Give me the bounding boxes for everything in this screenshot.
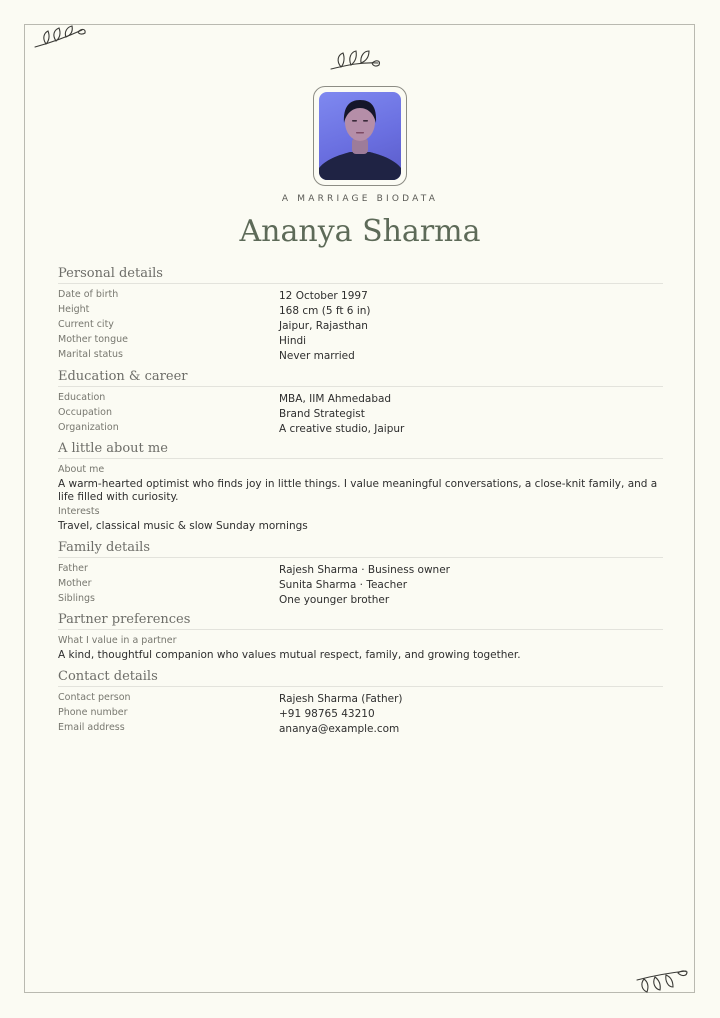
detail-row	[58, 692, 663, 707]
detail-row	[58, 563, 663, 578]
detail-row	[58, 422, 663, 437]
candidate-name: Ananya Sharma	[239, 214, 481, 249]
detail-label: Education	[58, 392, 106, 403]
detail-row	[58, 407, 663, 422]
leaf-ornament-icon	[328, 44, 382, 74]
detail-row	[58, 319, 663, 334]
detail-label: Father	[58, 563, 88, 574]
detail-value: +91 98765 43210	[279, 708, 375, 720]
interests-text: Travel, classical music & slow Sunday mornings	[58, 520, 308, 532]
detail-value: Jaipur, Rajasthan	[279, 320, 368, 332]
detail-value: MBA, IIM Ahmedabad	[279, 393, 392, 405]
about-text: A warm-hearted optimist who finds joy in little things. I value meaningful conversations, a close-knit family, and a life filled with curiosity.	[58, 478, 658, 503]
detail-label: Date of birth	[58, 289, 119, 300]
detail-row	[58, 334, 663, 349]
detail-row	[58, 304, 663, 319]
detail-value: 12 October 1997	[279, 290, 368, 302]
profile-photo	[319, 92, 401, 180]
section-title-about: A little about me	[58, 441, 663, 459]
detail-label: Phone number	[58, 707, 128, 718]
detail-label: Marital status	[58, 349, 123, 360]
detail-label: Email address	[58, 722, 125, 733]
about-label: About me	[58, 464, 105, 475]
partner-label: What I value in a partner	[58, 635, 177, 646]
detail-label: Siblings	[58, 593, 95, 604]
detail-row	[58, 349, 663, 364]
detail-row	[58, 707, 663, 722]
detail-label: Organization	[58, 422, 119, 433]
leaf-ornament-icon	[634, 966, 690, 994]
document-eyebrow: A MARRIAGE BIODATA	[281, 194, 439, 204]
section-title-contact: Contact details	[58, 669, 663, 687]
detail-label: Current city	[58, 319, 114, 330]
section-title-personal: Personal details	[58, 266, 663, 284]
section-title-partner: Partner preferences	[58, 612, 663, 630]
detail-value: ananya@example.com	[279, 723, 400, 735]
detail-row	[58, 578, 663, 593]
detail-value: Hindi	[279, 335, 307, 347]
detail-row	[58, 593, 663, 608]
detail-label: Height	[58, 304, 90, 315]
detail-value: Brand Strategist	[279, 408, 365, 420]
detail-row	[58, 722, 663, 737]
detail-label: Mother	[58, 578, 92, 589]
detail-value: Never married	[279, 350, 355, 362]
detail-label: Contact person	[58, 692, 131, 703]
detail-label: Mother tongue	[58, 334, 128, 345]
section-title-family: Family details	[58, 540, 663, 558]
detail-value: Rajesh Sharma (Father)	[279, 693, 403, 705]
section-title-education: Education & career	[58, 369, 663, 387]
detail-value: Sunita Sharma · Teacher	[279, 579, 408, 591]
detail-value: One younger brother	[279, 594, 390, 606]
detail-row	[58, 392, 663, 407]
leaf-ornament-icon	[32, 24, 88, 50]
profile-photo-frame	[313, 86, 407, 186]
detail-row	[58, 289, 663, 304]
detail-value: A creative studio, Jaipur	[279, 423, 405, 435]
detail-label: Occupation	[58, 407, 112, 418]
detail-value: Rajesh Sharma · Business owner	[279, 564, 450, 576]
partner-text: A kind, thoughtful companion who values mutual respect, family, and growing together.	[58, 649, 521, 661]
detail-value: 168 cm (5 ft 6 in)	[279, 305, 371, 317]
interests-label: Interests	[58, 506, 100, 517]
